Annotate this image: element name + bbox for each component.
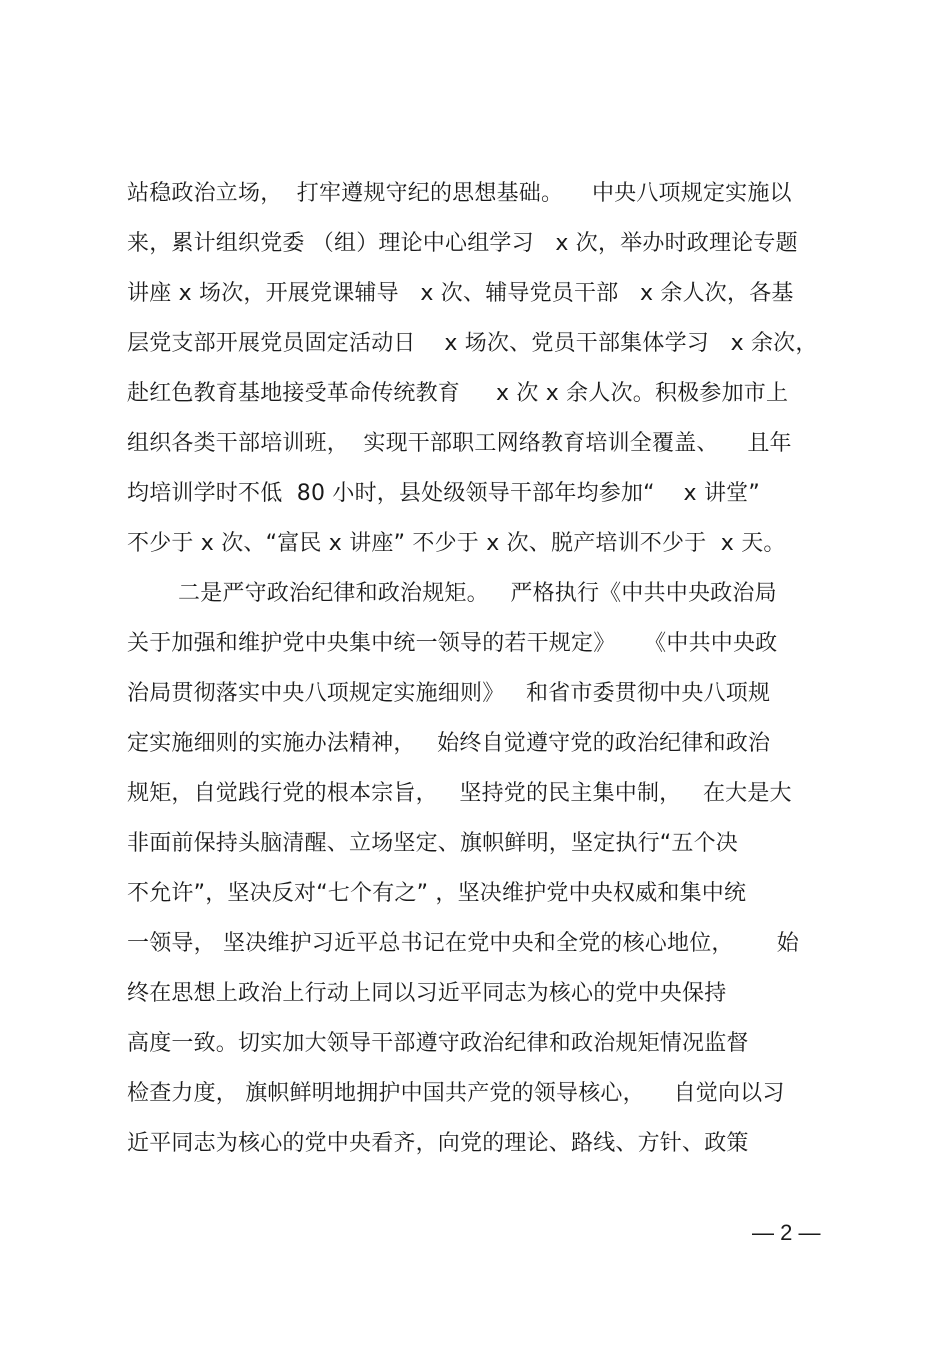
text-line: 近平同志为核心的党中央看齐，向党的理论、路线、方针、政策 bbox=[127, 1131, 749, 1156]
text-line: 均培训学时不低 80 小时，县处级领导干部年均参加“ x 讲堂” bbox=[127, 481, 760, 506]
paragraph-start-line: 二是严守政治纪律和政治规矩。 严格执行《中共中央政治局 bbox=[178, 581, 777, 606]
page-number: — 2 — bbox=[752, 1220, 821, 1245]
text-line: 终在思想上政治上行动上同以习近平同志为核心的党中央保持 bbox=[127, 981, 727, 1006]
text-line: 讲座 x 场次，开展党课辅导 x 次、辅导党员干部 x 余人次，各基 bbox=[127, 281, 794, 306]
text-line: 不少于 x 次、“富民 x 讲座” 不少于 x 次、脱产培训不少于 x 天。 bbox=[127, 531, 786, 556]
text-line: 赴红色教育基地接受革命传统教育 x 次 x 余人次。积极参加市上 bbox=[127, 381, 789, 406]
text-line: 定实施细则的实施办法精神， 始终自觉遵守党的政治纪律和政治 bbox=[127, 731, 771, 756]
text-line: 组织各类干部培训班， 实现干部职工网络教育培训全覆盖、 且年 bbox=[127, 431, 792, 456]
text-line: 规矩，自觉践行党的根本宗旨， 坚持党的民主集中制， 在大是大 bbox=[127, 781, 792, 806]
text-line: 治局贯彻落实中央八项规定实施细则》 和省市委贯彻中央八项规 bbox=[127, 681, 771, 706]
text-line: 关于加强和维护党中央集中统一领导的若干规定》 《中共中央政 bbox=[127, 631, 778, 656]
text-line: 非面前保持头脑清醒、立场坚定、旗帜鲜明，坚定执行“五个决 bbox=[127, 831, 738, 856]
text-line: 一领导， 坚决维护习近平总书记在党中央和全党的核心地位， 始 bbox=[127, 931, 799, 956]
text-line: 检查力度， 旗帜鲜明地拥护中国共产党的领导核心， 自觉向以习 bbox=[127, 1081, 785, 1106]
text-line: 来，累计组织党委 （组）理论中心组学习 x 次，举办时政理论专题 bbox=[127, 231, 798, 256]
text-line: 层党支部开展党员固定活动日 x 场次、党员干部集体学习 x 余次， bbox=[127, 331, 818, 356]
text-line: 不允许”，坚决反对“七个有之” ，坚决维护党中央权威和集中统 bbox=[127, 881, 747, 906]
text-line: 高度一致。切实加大领导干部遵守政治纪律和政治规矩情况监督 bbox=[127, 1031, 749, 1056]
text-line: 站稳政治立场， 打牢遵规守纪的思想基础。 中央八项规定实施以 bbox=[127, 181, 792, 206]
